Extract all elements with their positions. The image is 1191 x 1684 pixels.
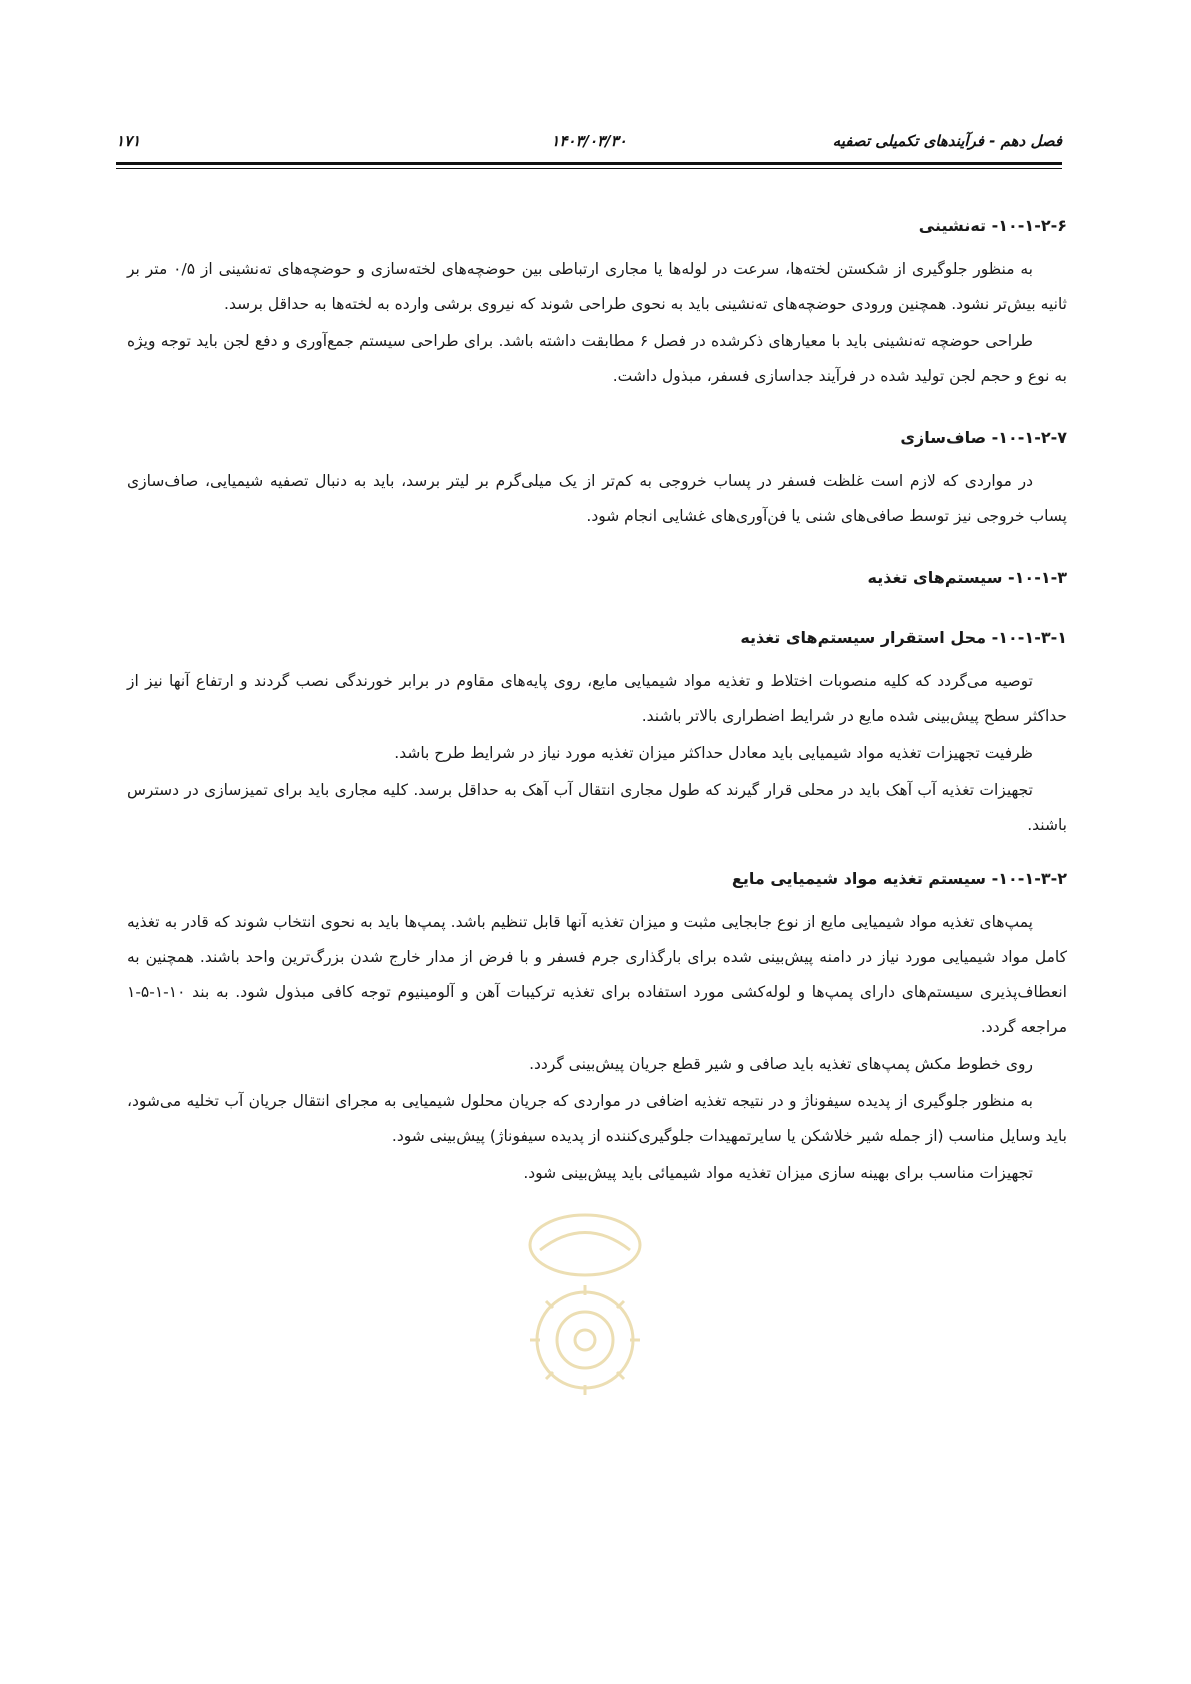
paragraph: روی خطوط مکش پمپ‌های تغذیه باید صافی و شیر قطع جریان پیش‌بینی گردد. [529, 1055, 1033, 1073]
page-number: ۱۷۱ [116, 132, 141, 150]
paragraph: تجهیزات مناسب برای بهینه سازی میزان تغذیه مواد شیمیائی باید پیش‌بینی شود. [523, 1164, 1033, 1182]
header-rule-thick [116, 162, 1062, 165]
gear-seal-watermark-icon [510, 1205, 660, 1415]
section-heading: ۱۰-۱-۲-۷- صاف‌سازی [900, 428, 1067, 447]
paragraph: طراحی حوضچه ته‌نشینی باید با معیارهای ذکرشده در فصل ۶ مطابقت داشته باشد. برای طراحی سیستم جمع‌آوری و دفع لجن باید توجه ویژه به نوع و حجم لجن تولید شده در فرآیند جداسازی فسفر، مبذول داشت. [127, 332, 1067, 385]
paragraph: تجهیزات تغذیه آب آهک باید در محلی قرار گیرند که طول مجاری انتقال آب آهک به حداقل برسد. کلیه مجاری باید برای تمیزسازی در دسترس باشند. [127, 781, 1067, 834]
paragraph: پمپ‌های تغذیه مواد شیمیایی مایع از نوع جابجایی مثبت و میزان تغذیه آنها قابل تنظیم باشد. پمپ‌ها باید به نحوی انتخاب شوند که قادر به تغذیه کامل مواد شیمیایی مورد نیاز در دامنه پیش‌بینی شده برای بارگذاری جرم فسفر و با فرض از مدار خارج شدن بزرگ‌ترین واحد باشند. همچنین به انعطاف‌پذیری سیستم‌های دارای پمپ‌ها و لوله‌کشی مورد استفاده برای تغذیه ترکیبات آهن و آلومینیوم توجه کافی مبذول شود. به بند ۱۰-۱-۵-۱ مراجعه گردد. [127, 913, 1067, 1036]
paragraph: به منظور جلوگیری از شکستن لخته‌ها، سرعت در لوله‌ها یا مجاری ارتباطی بین حوضچه‌های لخته‌سازی و حوضچه‌های ته‌نشینی از ۰/۵ متر بر ثانیه بیش‌تر نشود. همچنین ورودی حوضچه‌های ته‌نشینی باید به نحوی طراحی شوند که نیروی برشی وارده به لخته‌ها به حداقل برسد. [127, 260, 1067, 313]
page-body [127, 212, 1067, 1193]
page-header [116, 128, 1062, 158]
paragraph: توصیه می‌گردد که کلیه منصوبات اختلاط و تغذیه مواد شیمیایی مایع، روی پایه‌های مقاوم در برابر خورندگی نصب گردند و ارتفاع آنها نیز از حداکثر سطح پیش‌بینی شده مایع در شرایط اضطراری بالاتر باشند. [127, 672, 1067, 725]
section-heading: ۱۰-۱-۳- سیستم‌های تغذیه [867, 568, 1067, 587]
paragraph: در مواردی که لازم است غلظت فسفر در پساب خروجی به کم‌تر از یک میلی‌گرم بر لیتر برسد، باید به دنبال تصفیه شیمیایی، صاف‌سازی پساب خروجی نیز توسط صافی‌های شنی یا فن‌آوری‌های غشایی انجام شود. [127, 472, 1067, 525]
header-date: ۱۴۰۳/۰۳/۳۰ [551, 132, 627, 150]
paragraph: به منظور جلوگیری از پدیده سیفوناژ و در نتیجه تغذیه اضافی در مواردی که جریان محلول شیمیایی به مجرای انتقال جریان آب تخلیه می‌شود، باید وسایل مناسب (از جمله شیر خلاشکن یا سایرتمهیدات جلوگیری‌کننده از پدیده سیفوناژ) پیش‌بینی شود. [127, 1092, 1067, 1145]
section-heading: ۱۰-۱-۳-۱- محل استقرار سیستم‌های تغذیه [740, 628, 1067, 647]
paragraph: ظرفیت تجهیزات تغذیه مواد شیمیایی باید معادل حداکثر میزان تغذیه مورد نیاز در شرایط طرح باشد. [394, 744, 1033, 762]
chapter-title: فصل دهم - فرآیندهای تکمیلی تصفیه [832, 132, 1062, 150]
section-heading: ۱۰-۱-۳-۲- سیستم تغذیه مواد شیمیایی مایع [731, 869, 1067, 888]
section-heading: ۱۰-۱-۲-۶- ته‌نشینی [918, 216, 1067, 235]
header-rule-thin [116, 168, 1062, 169]
